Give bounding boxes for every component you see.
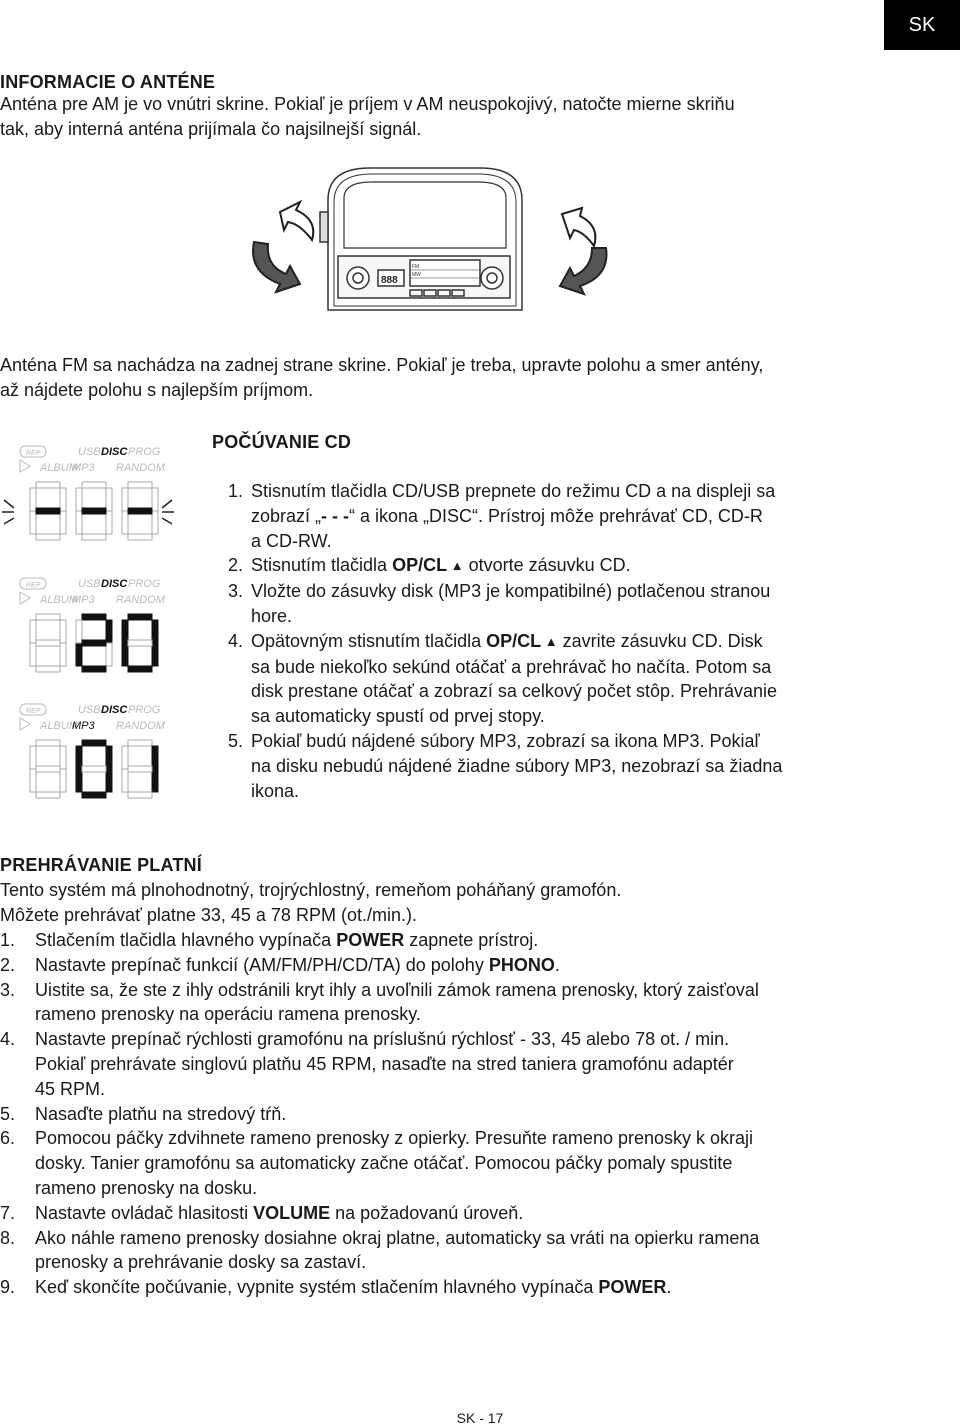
text-run: Ako náhle rameno prenosky dosiahne okraj platne, automaticky sa vráti na opierku ramena xyxy=(35,1227,760,1248)
text-run: Stlačením tlačidla hlavného vypínača xyxy=(35,930,337,950)
step-number: 2. xyxy=(0,954,16,975)
text-line xyxy=(35,953,560,978)
list-item xyxy=(0,1275,950,1300)
lcd-segment-dim xyxy=(60,511,66,534)
lcd-segment-lit xyxy=(82,640,106,646)
step-number: 2. xyxy=(228,555,244,576)
lcd-indicator-label: PROG xyxy=(128,578,161,590)
text-run: disk prestane otáčať a zobrazí sa celkový počet stôp. Prehrávanie xyxy=(251,681,778,702)
text-line xyxy=(251,679,777,704)
radio-scale-label: FM xyxy=(412,264,420,270)
record-playback-heading: PREHRÁVANIE PLATNÍ xyxy=(0,855,202,875)
text-line: Anténa FM sa nachádza na zadnej strane skrine. Pokiaľ je treba, upravte polohu a smer antény, xyxy=(0,355,764,375)
step-text xyxy=(35,1126,753,1200)
step-number: 3. xyxy=(0,979,16,1000)
text-run: Nastavte ovládač hlasitosti xyxy=(35,1202,254,1223)
highlighted-term: OP/CL xyxy=(392,555,448,576)
text-line xyxy=(251,704,777,729)
text-line xyxy=(251,604,770,629)
lcd-segment-lit xyxy=(82,792,106,798)
text-line xyxy=(251,779,782,804)
lcd-segment-dim xyxy=(128,482,152,488)
lcd-segment-lit xyxy=(152,769,158,792)
lcd-indicator-label: REP xyxy=(26,450,41,457)
list-item xyxy=(228,553,908,579)
step-number: 5. xyxy=(0,1103,16,1124)
radio-scale-label: MW xyxy=(412,272,421,278)
radio-antenna-illustration xyxy=(240,160,620,330)
antenna-am-paragraph xyxy=(0,92,735,141)
text-run: Pomocou páčky zdvihnete rameno prenosky z opierky. Presuňte rameno prenosky k okraji xyxy=(35,1128,754,1149)
step-text xyxy=(35,928,538,953)
step-number: 5. xyxy=(228,730,244,751)
blink-ray xyxy=(4,518,14,524)
step-text xyxy=(35,1027,734,1101)
list-item xyxy=(228,729,908,803)
text-line: Môžete prehrávať platne 33, 45 a 78 RPM (ot./min.). xyxy=(0,904,417,925)
text-line xyxy=(35,1226,759,1251)
text-line: tak, aby interná anténa prijímala čo najsilnejší signál. xyxy=(0,118,422,139)
step-number: 1. xyxy=(228,481,244,501)
record-playback-intro xyxy=(0,878,621,927)
list-item xyxy=(0,1226,950,1276)
lcd-segment-dim xyxy=(60,488,66,511)
lcd-segment-dim xyxy=(36,614,60,620)
text-run: a CD-RW. xyxy=(251,530,332,551)
lcd-segment-dim xyxy=(122,746,128,769)
lcd-segment-lit xyxy=(128,666,152,672)
rotate-left-arrow-icon xyxy=(253,202,313,292)
text-line xyxy=(251,504,775,529)
lcd-segment-dim xyxy=(128,640,152,646)
lcd-indicator-label: REP xyxy=(26,708,41,715)
lcd-segment-dim xyxy=(128,534,152,540)
text-run: na disku nebudú nájdené žiadne súbory MP3, nezobrazí sa žiadna xyxy=(251,755,783,776)
text-run: hore. xyxy=(251,605,293,626)
text-run: Nastavte prepínač funkcií (AM/FM/PH/CD/TA) do polohy xyxy=(35,954,489,975)
highlighted-term: VOLUME xyxy=(253,1202,331,1223)
play-indicator-icon xyxy=(20,718,30,730)
text-line xyxy=(35,1151,753,1176)
lcd-segment-dim xyxy=(106,488,112,511)
lcd-segment-dim xyxy=(76,620,82,643)
list-item xyxy=(0,928,950,953)
eject-icon: ▲ xyxy=(447,558,464,574)
text-line xyxy=(35,1102,286,1127)
text-line xyxy=(35,1176,753,1201)
text-line xyxy=(35,1027,734,1052)
text-run: na požadovanú úroveň. xyxy=(330,1202,524,1223)
text-run: . xyxy=(666,1277,672,1298)
lcd-segment-dim xyxy=(152,511,158,534)
lcd-indicator-label: REP xyxy=(26,582,41,589)
lcd-segment-dim xyxy=(128,766,152,772)
lcd-segment-lit xyxy=(82,740,106,746)
lcd-indicator-label: DISC xyxy=(101,446,128,458)
step-text xyxy=(35,953,560,978)
text-line xyxy=(35,1052,734,1077)
lcd-segment-dim xyxy=(36,766,60,772)
text-line xyxy=(35,1201,523,1226)
text-line xyxy=(35,1275,671,1300)
highlighted-term: - - - xyxy=(321,505,350,526)
text-run: rameno prenosky na operáciu ramena prenosky. xyxy=(35,1004,421,1025)
text-run: 45 RPM. xyxy=(35,1078,106,1099)
text-run: zavrite zásuvku CD. Disk xyxy=(557,630,763,651)
lcd-indicator-label: USB xyxy=(78,446,101,458)
step-number: 4. xyxy=(0,1029,16,1050)
text-line xyxy=(35,978,759,1003)
lcd-segment-dim xyxy=(60,746,66,769)
text-run: dosky. Tanier gramofónu sa automaticky začne otáčať. Pomocou páčky pomaly spustite xyxy=(35,1153,733,1174)
lcd-segment-dim xyxy=(82,766,106,772)
text-run: “ a ikona „DISC“. Prístroj môže prehrávať CD, CD-R xyxy=(349,505,763,526)
lcd-indicator-label: RANDOM xyxy=(116,720,165,732)
lcd-segment-dim xyxy=(82,482,106,488)
lcd-segment-dim xyxy=(36,740,60,746)
list-item xyxy=(0,978,950,1028)
text-run: Vložte do zásuvky disk (MP3 je kompatibilné) potlačenou stranou xyxy=(251,581,771,602)
list-item xyxy=(0,1027,950,1101)
list-item xyxy=(0,1201,950,1226)
text-run: Pokiaľ prehrávate singlovú platňu 45 RPM, nasaďte na stred taniera gramofónu adaptér xyxy=(35,1053,734,1074)
text-line xyxy=(251,579,770,604)
lcd-indicator-label: ALBUM xyxy=(40,462,78,474)
step-text xyxy=(251,579,770,629)
lcd-segment-dim xyxy=(76,488,82,511)
lcd-indicator-label: DISC xyxy=(101,704,128,716)
rotate-right-arrow-icon xyxy=(560,208,606,294)
lcd-segment-lit xyxy=(122,643,128,666)
lcd-segment-dim xyxy=(36,482,60,488)
step-number: 7. xyxy=(0,1202,16,1223)
lcd-indicator-label: MP3 xyxy=(72,720,95,732)
text-line xyxy=(35,1002,759,1027)
lcd-segment-dim xyxy=(30,643,36,666)
text-run: sa automaticky spustí od prvej stopy. xyxy=(251,706,545,727)
listening-cd-steps xyxy=(228,479,908,803)
lcd-segment-dim xyxy=(30,511,36,534)
lcd-segment-dim xyxy=(30,746,36,769)
lcd-segment-dim xyxy=(36,666,60,672)
lcd-indicator-label: DISC xyxy=(101,578,128,590)
list-item xyxy=(0,953,950,978)
text-run: ikona. xyxy=(251,780,300,801)
step-text xyxy=(35,1275,671,1300)
step-number: 9. xyxy=(0,1277,16,1298)
lcd-segment-dim xyxy=(122,511,128,534)
lcd-segment-dim xyxy=(30,769,36,792)
lcd-segment-lit xyxy=(36,508,60,514)
step-text xyxy=(251,629,777,729)
text-run: Nastavte prepínač rýchlosti gramofónu na príslušnú rýchlosť - 33, 45 alebo 78 ot. / min. xyxy=(35,1029,730,1050)
lcd-segment-lit xyxy=(128,508,152,514)
text-run: otvorte zásuvku CD. xyxy=(463,555,631,576)
text-run: rameno prenosky na dosku. xyxy=(35,1177,258,1198)
text-run: . xyxy=(554,954,560,975)
text-line xyxy=(35,928,538,953)
step-number: 6. xyxy=(0,1128,16,1149)
blink-ray xyxy=(4,500,14,508)
text-run: Keď skončíte počúvanie, vypnite systém stlačením hlavného vypínača xyxy=(35,1277,599,1298)
text-line xyxy=(251,729,782,754)
lcd-segment-dim xyxy=(128,792,152,798)
text-line: až nájdete polohu s najlepším príjmom. xyxy=(0,379,314,400)
step-number: 8. xyxy=(0,1227,16,1248)
text-line xyxy=(35,1077,734,1102)
lcd-segment-dim xyxy=(60,643,66,666)
lcd-indicator-label: RANDOM xyxy=(116,462,165,474)
lcd-segment-lit xyxy=(106,746,112,769)
lcd-segment-lit xyxy=(128,614,152,620)
text-run: Stisnutím tlačidla xyxy=(251,555,393,576)
lcd-segment-dim xyxy=(122,769,128,792)
blink-ray xyxy=(162,500,172,508)
step-text xyxy=(35,1201,523,1226)
radio-display-digits: 888 xyxy=(381,275,398,286)
list-item xyxy=(228,629,908,729)
list-item xyxy=(0,1126,950,1200)
text-run: Nasaďte platňu na stredový tŕň. xyxy=(35,1103,287,1124)
text-line xyxy=(251,553,631,579)
text-run: Uistite sa, že ste z ihly odstránili kryt ihly a uvoľnili zámok ramena prenosky, ktorý zaisťoval xyxy=(35,979,759,1000)
text-run: prenosky a prehrávanie dosky sa zastaví. xyxy=(35,1252,367,1273)
list-item xyxy=(0,1102,950,1127)
text-line xyxy=(251,529,775,554)
step-text xyxy=(251,729,782,803)
highlighted-term: PHONO xyxy=(488,954,555,975)
lcd-indicator-label: MP3 xyxy=(72,462,95,474)
list-item xyxy=(228,579,908,629)
antenna-heading: INFORMACIE O ANTÉNE xyxy=(0,72,216,92)
cd-display-track-count xyxy=(0,570,175,685)
step-number: 1. xyxy=(0,930,16,950)
highlighted-term: OP/CL xyxy=(486,630,542,651)
lcd-segment-lit xyxy=(152,746,158,769)
text-line xyxy=(35,1250,759,1275)
text-run: zobrazí „ xyxy=(251,505,322,526)
lcd-indicator-label: ALBUM xyxy=(40,720,78,732)
step-number: 4. xyxy=(228,630,244,651)
text-line: Anténa pre AM je vo vnútri skrine. Pokiaľ je príjem v AM neuspokojivý, natočte mierne skriňu xyxy=(0,94,735,114)
blink-ray xyxy=(162,518,172,524)
lcd-indicator-label: MP3 xyxy=(72,594,95,606)
text-run: zapnete prístroj. xyxy=(404,930,539,950)
lcd-indicator-label: USB xyxy=(78,578,101,590)
lcd-segment-dim xyxy=(60,769,66,792)
lcd-segment-lit xyxy=(152,643,158,666)
lcd-segment-lit xyxy=(76,746,82,769)
play-indicator-icon xyxy=(20,460,30,472)
step-text xyxy=(35,978,759,1028)
lcd-indicator-label: RANDOM xyxy=(116,594,165,606)
lcd-indicator-label: PROG xyxy=(128,446,161,458)
lcd-segment-dim xyxy=(106,643,112,666)
highlighted-term: POWER xyxy=(598,1277,667,1298)
radio-cabinet xyxy=(320,168,522,310)
lcd-segment-dim xyxy=(152,488,158,511)
cd-display-first-track xyxy=(0,696,175,811)
lcd-segment-lit xyxy=(82,614,106,620)
text-run: Stisnutím tlačidla CD/USB prepnete do režimu CD a na displeji sa xyxy=(251,481,776,501)
page-number: SK - 17 xyxy=(456,1410,504,1426)
lcd-segment-dim xyxy=(76,511,82,534)
lcd-segment-lit xyxy=(122,620,128,643)
record-playback-steps xyxy=(0,928,950,1300)
lcd-segment-lit xyxy=(106,769,112,792)
language-badge: SK xyxy=(884,0,960,50)
text-run: Pokiaľ budú nájdené súbory MP3, zobrazí sa ikona MP3. Pokiaľ xyxy=(251,730,760,751)
lcd-segment-dim xyxy=(82,534,106,540)
eject-icon: ▲ xyxy=(541,633,558,649)
highlighted-term: POWER xyxy=(336,930,405,950)
lcd-indicator-label: ALBUM xyxy=(40,594,78,606)
lcd-segment-lit xyxy=(82,508,106,514)
listening-cd-heading: POČÚVANIE CD xyxy=(212,432,352,452)
lcd-segment-lit xyxy=(106,620,112,643)
cd-display-dashes xyxy=(0,438,175,553)
text-run: Opätovným stisnutím tlačidla xyxy=(251,630,487,651)
lcd-segment-lit xyxy=(76,769,82,792)
step-number: 3. xyxy=(228,581,244,602)
list-item xyxy=(228,479,908,553)
text-run: sa bude niekoľko sekúnd otáčať a prehrávač ho načíta. Potom sa xyxy=(251,656,772,677)
lcd-segment-dim xyxy=(106,511,112,534)
lcd-segment-dim xyxy=(36,792,60,798)
lcd-segment-dim xyxy=(30,488,36,511)
lcd-indicator-label: USB xyxy=(78,704,101,716)
lcd-segment-lit xyxy=(82,666,106,672)
lcd-segment-dim xyxy=(36,640,60,646)
lcd-segment-dim xyxy=(122,488,128,511)
lcd-segment-dim xyxy=(60,620,66,643)
text-line xyxy=(251,629,777,655)
lcd-segment-dim xyxy=(128,740,152,746)
lcd-indicator-label: PROG xyxy=(128,704,161,716)
step-text xyxy=(251,479,775,553)
antenna-fm-paragraph xyxy=(0,353,763,402)
lcd-segment-lit xyxy=(76,643,82,666)
step-text xyxy=(251,553,631,579)
play-indicator-icon xyxy=(20,592,30,604)
text-line xyxy=(35,1126,753,1151)
text-line xyxy=(251,754,782,779)
text-line xyxy=(251,655,777,680)
step-text xyxy=(35,1226,759,1276)
step-text xyxy=(35,1102,286,1127)
text-line xyxy=(251,479,775,504)
lcd-segment-dim xyxy=(30,620,36,643)
text-line: Tento systém má plnohodnotný, trojrýchlostný, remeňom poháňaný gramofón. xyxy=(0,880,622,900)
lcd-segment-dim xyxy=(36,534,60,540)
lcd-segment-lit xyxy=(152,620,158,643)
